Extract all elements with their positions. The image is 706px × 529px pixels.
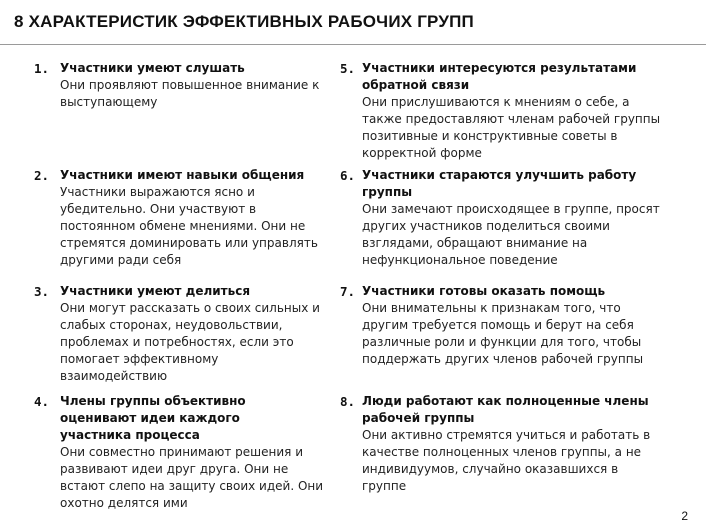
item-number: 6. — [340, 168, 356, 183]
item-number: 4. — [34, 394, 50, 409]
item-heading: Участники умеют делиться — [60, 284, 251, 298]
item-number: 3. — [34, 284, 50, 299]
item-heading: Участники готовы оказать помощь — [362, 284, 606, 298]
item-number: 2. — [34, 168, 50, 183]
item-description: Они совместно принимают решения и развивают идеи друг друга. Они не встают слепо на защиту своих идей. Они охотно делятся ими — [60, 445, 324, 510]
item-description: Они замечают происходящее в группе, просят других участников поделиться своими взглядами, обращают внимание на нефункциональное поведение — [362, 202, 660, 267]
item-number: 8. — [340, 394, 356, 409]
item-number: 7. — [340, 284, 356, 299]
item-number: 1. — [34, 61, 50, 76]
item-description: Они активно стремятся учиться и работать в качестве полноценных членов группы, а не индивидуумов, случайно оказавшихся в группе — [362, 428, 651, 493]
item-description: Они прислушиваются к мнениям о себе, а также предоставляют членам рабочей группы позитивные и конструктивные советы в корректной форме — [362, 95, 661, 160]
item-heading: Участники интересуются результатами обратной связи — [362, 61, 637, 92]
item-heading: Участники стараются улучшить работу группы — [362, 168, 637, 199]
title-divider — [0, 44, 706, 45]
item-heading: Участники имеют навыки общения — [60, 168, 305, 182]
item-heading: Члены группы объективно оценивают идеи каждого участника процесса — [60, 394, 246, 442]
item-description: Они проявляют повышенное внимание к выступающему — [60, 78, 320, 109]
item-number: 5. — [340, 61, 356, 76]
item-description: Они внимательны к признакам того, что другим требуется помощь и берут на себя различные роли и функции для того, чтобы поддержать других членов рабочей группы — [362, 301, 644, 366]
item-heading: Участники умеют слушать — [60, 61, 245, 75]
page-number: 2 — [681, 509, 688, 523]
item-heading: Люди работают как полноценные члены рабочей группы — [362, 394, 649, 425]
item-description: Они могут рассказать о своих сильных и слабых сторонах, неудовольствии, проблемах и потребностях, если это помогает эффективному взаимодействию — [60, 301, 320, 383]
item-description: Участники выражаются ясно и убедительно. Они участвуют в постоянном обмене мнениями. Они не стремятся доминировать или управлять другими ради себя — [60, 185, 318, 267]
page-title: 8 ХАРАКТЕРИСТИК ЭФФЕКТИВНЫХ РАБОЧИХ ГРУПП — [14, 12, 474, 31]
